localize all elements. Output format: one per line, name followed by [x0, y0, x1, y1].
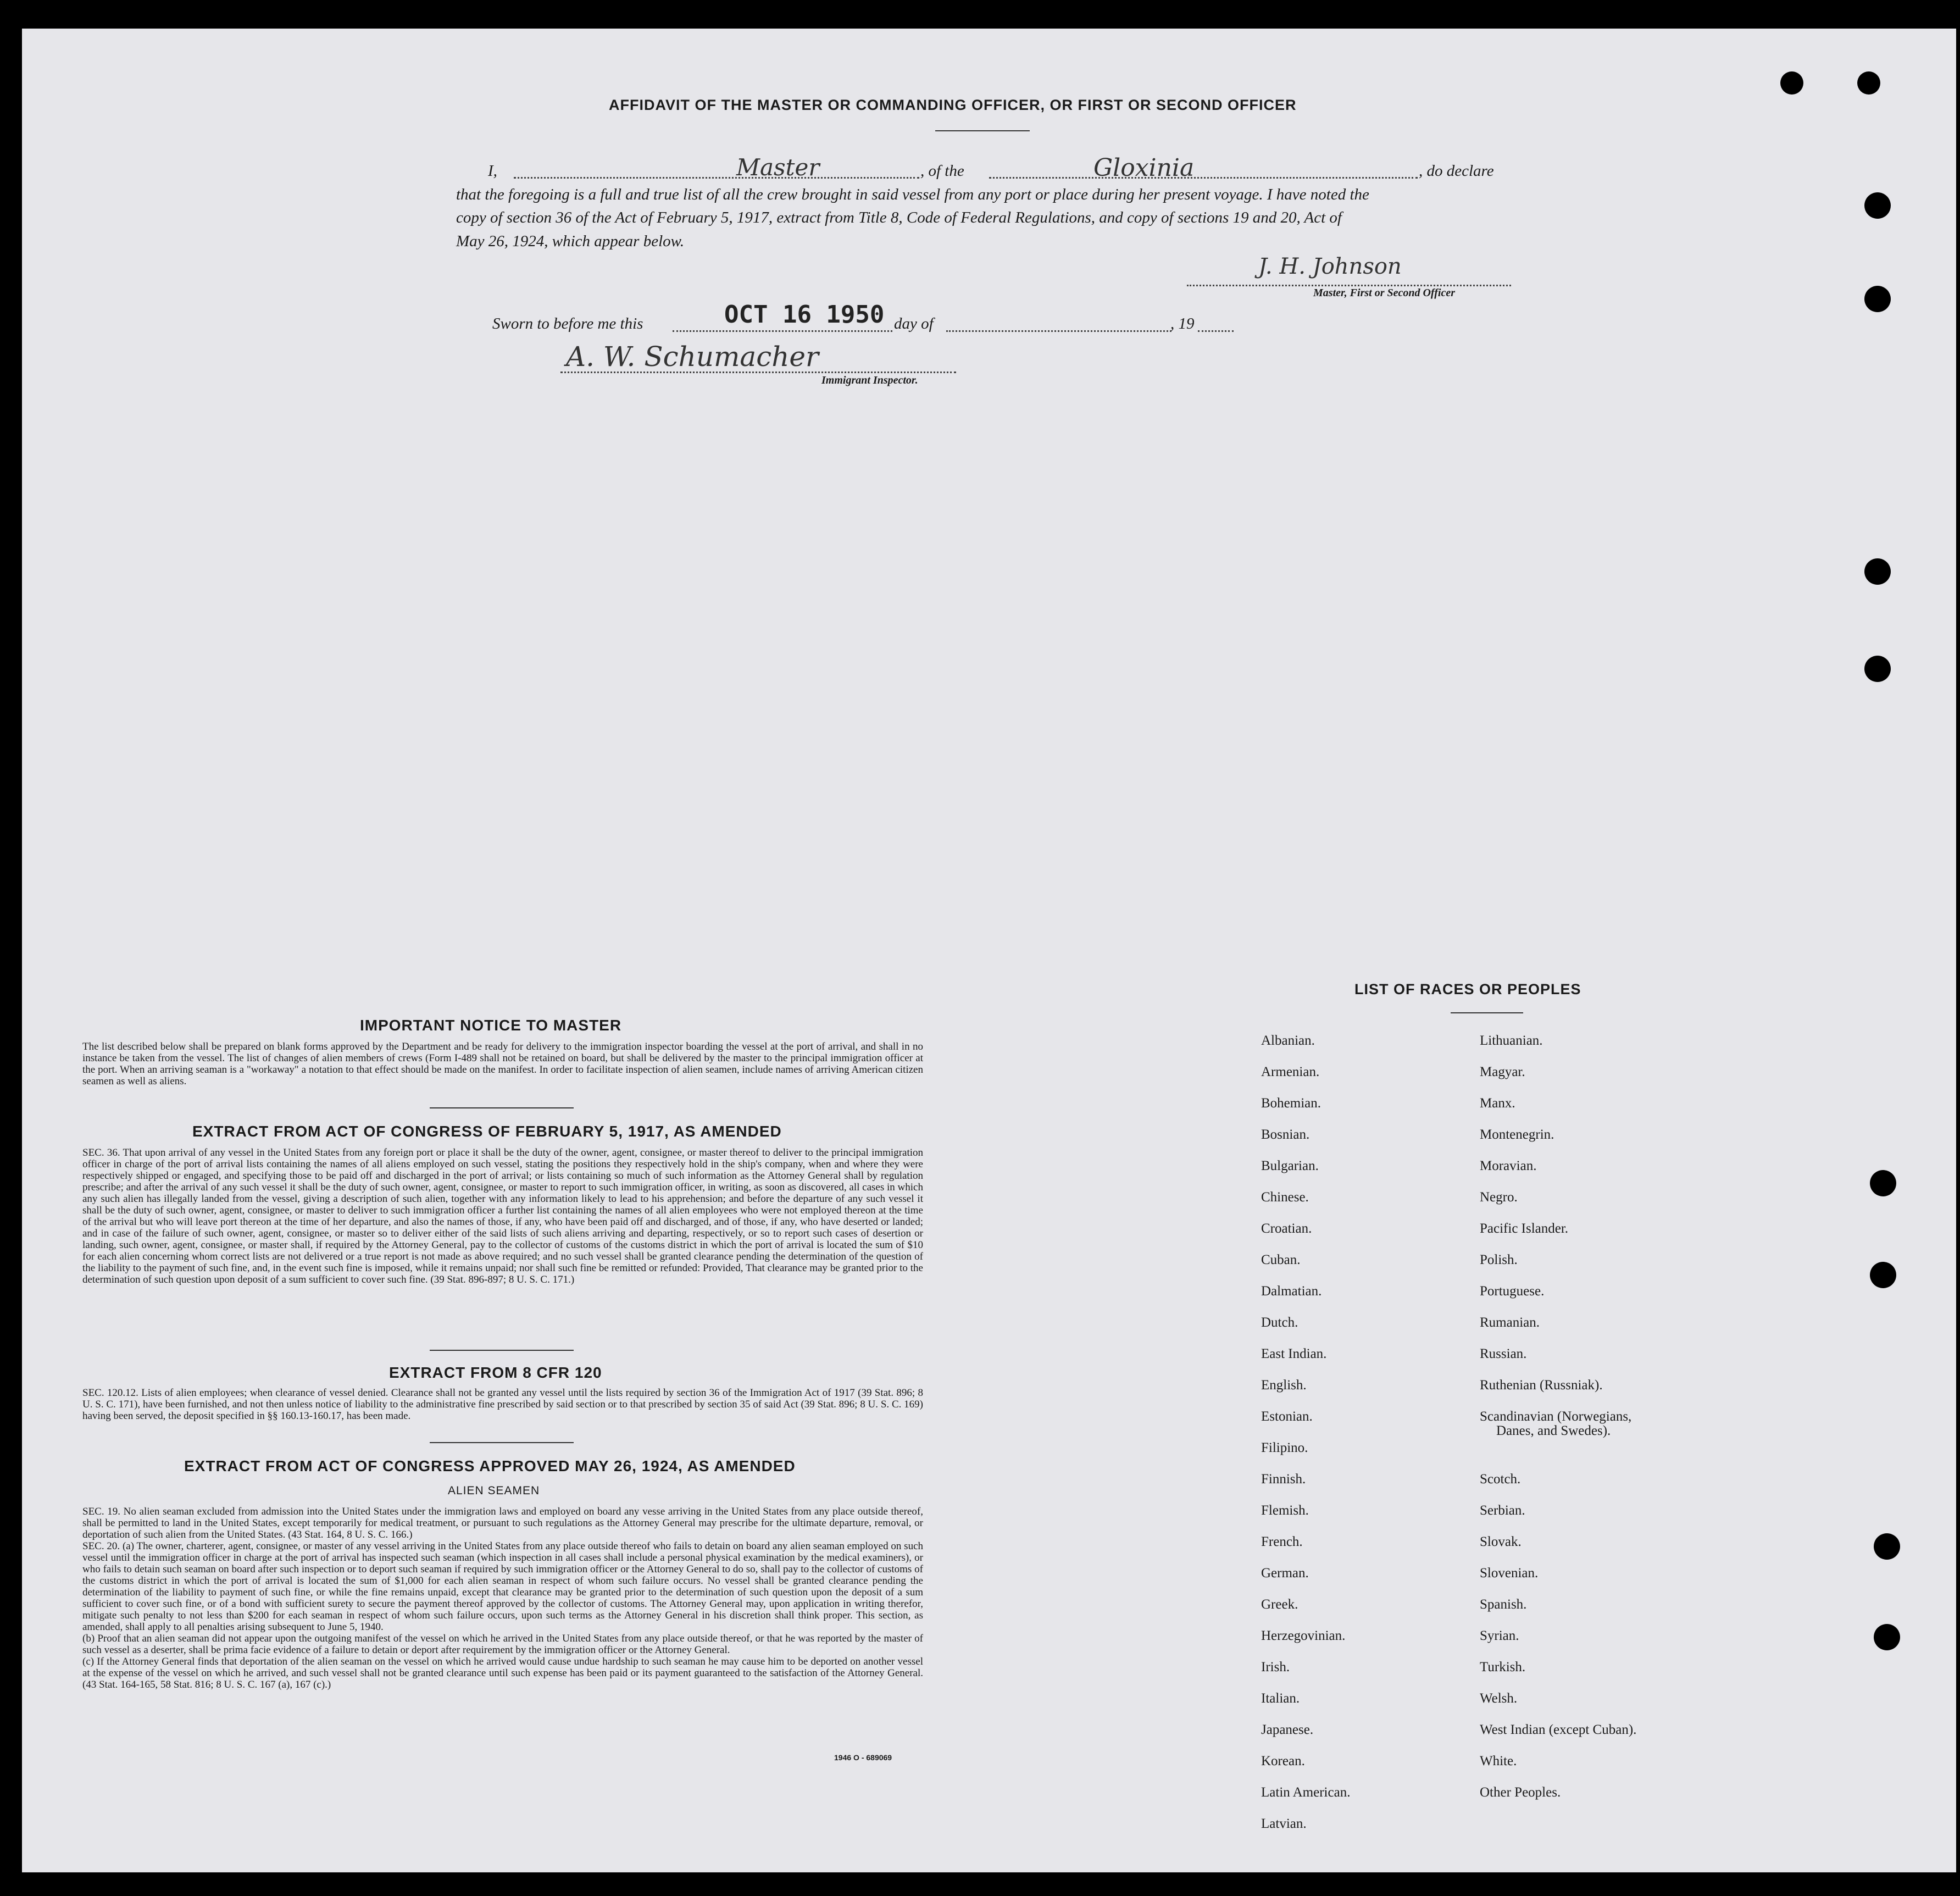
race-item: Bulgarian.: [1261, 1158, 1319, 1173]
notice-body: The list described below shall be prepared on blank forms approved by the Department and be ready for delivery to the immigration inspector boarding the vessel at the port of arrival, and shall in no instance be taken from the vessel. The list of changes of alien members of crews (Form I-489 shall not be retained on board, but shall be delivered by the master to the principal immigration officer at the port. When an arriving seaman is a "workaway" a notation to that effect should be made on the manifest. In order to facilitate inspection of alien seamen, include names of arriving American citizen seamen as well as aliens.: [82, 1041, 923, 1087]
punch-hole: [1864, 192, 1891, 219]
print-code: 1946 O - 689069: [834, 1753, 892, 1762]
of-the-label: , of the: [920, 162, 964, 180]
affidavit-line-3: copy of section 36 of the Act of February 5, 1917, extract from Title 8, Code of Federal Regulations, and copy of sections 19 and 20, Act of: [456, 209, 1342, 226]
punch-hole: [1874, 1624, 1900, 1650]
race-item: Slovenian.: [1480, 1566, 1539, 1581]
race-item: Negro.: [1480, 1190, 1518, 1205]
divider: [430, 1442, 574, 1443]
race-item: Flemish.: [1261, 1503, 1309, 1518]
divider: [1451, 1012, 1523, 1013]
punch-hole: [1870, 1262, 1896, 1288]
race-item: Spanish.: [1480, 1597, 1527, 1612]
affidavit-line-2: that the foregoing is a full and true list of all the crew brought in said vessel from any port or place during her present voyage. I have noted the: [456, 186, 1369, 203]
signature-line: [1187, 285, 1511, 286]
month-line: [946, 330, 1171, 332]
punch-hole: [1780, 71, 1803, 95]
extract-cfr-body: SEC. 120.12. Lists of alien employees; when clearance of vessel denied. Clearance shall not be granted any vessel until the lists required by section 36 of the Immigration Act of 1917 (39 Stat. 896; 8 U. S. C. 171), have been furnished, and not then unless notice of liability to the administrative fine prescribed by said section or to that prescribed by section 35 of said Act (39 Stat. 896; 8 U. S. C. 169) having been served, the deposit specified in §§ 160.13-160.17, has been made.: [82, 1387, 923, 1422]
race-item: Dutch.: [1261, 1315, 1298, 1330]
race-item: Bohemian.: [1261, 1096, 1322, 1111]
race-item: West Indian (except Cuban).: [1480, 1722, 1637, 1737]
divider: [935, 130, 1030, 131]
race-item: Estonian.: [1261, 1409, 1313, 1424]
race-item: Dalmatian.: [1261, 1284, 1322, 1299]
race-item: Montenegrin.: [1480, 1127, 1554, 1142]
race-item: Greek.: [1261, 1597, 1298, 1612]
race-item: Scotch.: [1480, 1472, 1521, 1487]
race-item: Latin American.: [1261, 1785, 1351, 1800]
race-item: Danes, and Swedes).: [1496, 1423, 1611, 1438]
date-stamp: OCT 16 1950: [724, 301, 885, 329]
race-item: Albanian.: [1261, 1033, 1315, 1048]
divider: [430, 1107, 574, 1108]
vessel-value[interactable]: Gloxinia: [1093, 154, 1195, 182]
extract-1917-title: EXTRACT FROM ACT OF CONGRESS OF FEBRUARY 5, 1917, AS AMENDED: [192, 1123, 782, 1140]
master-caption: Master, First or Second Officer: [1313, 287, 1455, 299]
year-prefix: , 19: [1170, 315, 1195, 332]
extract-cfr-title: EXTRACT FROM 8 CFR 120: [389, 1364, 602, 1381]
race-item: Russian.: [1480, 1346, 1527, 1361]
day-of-label: day of: [894, 315, 934, 332]
sec-20b: (b) Proof that an alien seaman did not appear upon the outgoing manifest of the vessel on which he arrived in the United States from any place outside thereof, or that he was reported by the master of such vessel as a deserter, shall be prima facie evidence of a failure to detain or deport after requirement by the immigration officer or the Attorney General.: [82, 1633, 923, 1656]
race-item: Korean.: [1261, 1754, 1305, 1769]
race-item: Other Peoples.: [1480, 1785, 1561, 1800]
race-item: White.: [1480, 1754, 1517, 1769]
race-item: Croatian.: [1261, 1221, 1312, 1236]
extract-1924-body: [82, 1506, 923, 1690]
race-item: Rumanian.: [1480, 1315, 1540, 1330]
sworn-date-line: [673, 330, 892, 332]
race-item: German.: [1261, 1566, 1309, 1581]
race-item: Filipino.: [1261, 1440, 1308, 1455]
punch-hole: [1870, 1170, 1896, 1196]
race-item: Italian.: [1261, 1691, 1300, 1706]
race-item: Pacific Islander.: [1480, 1221, 1569, 1236]
race-item: English.: [1261, 1378, 1307, 1393]
race-item: Scandinavian (Norwegians,: [1480, 1409, 1632, 1424]
race-item: Welsh.: [1480, 1691, 1518, 1706]
punch-hole: [1857, 71, 1880, 95]
race-item: Japanese.: [1261, 1722, 1314, 1737]
race-item: Syrian.: [1480, 1628, 1519, 1643]
race-item: East Indian.: [1261, 1346, 1327, 1361]
affidavit-title: AFFIDAVIT OF THE MASTER OR COMMANDING OFFICER, OR FIRST OR SECOND OFFICER: [609, 97, 1297, 113]
punch-hole: [1864, 558, 1891, 585]
race-item: Turkish.: [1480, 1660, 1526, 1675]
race-item: Polish.: [1480, 1252, 1518, 1267]
punch-hole: [1864, 286, 1891, 312]
punch-hole: [1864, 656, 1891, 682]
race-item: Finnish.: [1261, 1472, 1306, 1487]
race-item: Serbian.: [1480, 1503, 1525, 1518]
race-item: Slovak.: [1480, 1534, 1522, 1549]
sworn-label: Sworn to before me this: [492, 315, 643, 332]
race-item: Portuguese.: [1480, 1284, 1545, 1299]
race-item: Manx.: [1480, 1096, 1515, 1111]
races-title: LIST OF RACES OR PEOPLES: [1354, 981, 1581, 997]
vessel-field-line: [989, 177, 1418, 179]
race-item: Ruthenian (Russniak).: [1480, 1378, 1603, 1393]
race-item: Latvian.: [1261, 1816, 1307, 1831]
punch-hole: [1874, 1533, 1900, 1560]
race-item: Cuban.: [1261, 1252, 1301, 1267]
inspector-caption: Immigrant Inspector.: [821, 374, 918, 386]
master-value[interactable]: Master: [736, 154, 820, 181]
extract-1924-title: EXTRACT FROM ACT OF CONGRESS APPROVED MAY 26, 1924, AS AMENDED: [184, 1457, 796, 1474]
sec-20a: SEC. 20. (a) The owner, charterer, agent, consignee, or master of any vessel arriving in the United States from any place outside thereof who fails to detain on board any alien seaman employed on such vessel until the immigration officer in charge at the port of arrival has inspected such seaman (which inspection in all cases shall include a personal physical examination by the medical examiners), or who fails to detain such seaman on board after such inspection or to deport such seaman if required by such immigration officer or the Attorney General to do so, shall pay to the collector of customs of the customs district in which the port of arrival is located the sum of $1,000 for each alien seaman in respect of whom such failure occurs. No vessel shall be granted clearance pending the determination of the liability to payment of such fine, or while the fine remains unpaid, except that clearance may be granted prior to the determination of such question upon the deposit of a sum sufficient to cover such fine, or of a bond with sufficient surety to secure the payment thereof approved by the collector of customs. The Attorney General may, upon application in writing therefor, mitigate such penalty to not less than $200 for each seaman in respect of whom such failure occurs, upon such terms as the Attorney General in his discretion shall think proper. This section, as amended, shall apply to all penalties arising subsequent to June 5, 1940.: [82, 1540, 923, 1633]
do-declare-label: , do declare: [1419, 162, 1494, 180]
race-item: Irish.: [1261, 1660, 1290, 1675]
year-line: [1198, 330, 1234, 332]
master-field-line: [514, 177, 919, 179]
race-item: Magyar.: [1480, 1065, 1525, 1079]
affidavit-line-4: May 26, 1924, which appear below.: [456, 232, 685, 250]
inspector-signature: A. W. Schumacher: [566, 341, 819, 373]
notice-title: IMPORTANT NOTICE TO MASTER: [360, 1017, 622, 1034]
extract-1917-body: SEC. 36. That upon arrival of any vessel in the United States from any foreign port or place it shall be the duty of the owner, agent, consignee, or master thereof to deliver to the principal immigration officer in charge of the port of arrival lists containing the names of all aliens employed on such vessel, stating the positions they respectively hold in the ship's company, when and where they were respectively shipped or engaged, and specifying those to be paid off and discharged in the port of arrival; or lists containing so much of such information as the Attorney General shall by regulation prescribe; and after the arrival of any such vessel it shall be the duty of such owner, agent, consignee, or master to report to such immigration officer, in writing, as soon as discovered, all cases in which any such alien has illegally landed from the vessel, giving a description of such alien, together with any information likely to lead to his apprehension; and before the departure of any such vessel it shall be the duty of such owner, agent, consignee, or master to deliver to such immigration officer a further list containing the names of all alien employees who were not employed thereon at the time of the arrival but who will leave port thereon at the time of her departure, and also the names of those, if any, who have been paid off and discharged, and of those, if any, who have deserted or landed; and in case of the failure of such owner, agent, consignee, or master so to deliver either of the said lists of such aliens arriving and departing, respectively, or so to report such cases of desertion or landing, such owner, agent, consignee, or master shall, if required by the Attorney General, pay to the collector of customs of the customs district in which the port of arrival is located the sum of $10 for each alien concerning whom correct lists are not delivered or a true report is not made as above required; and no such vessel shall be granted clearance pending the determination of the question of the liability to the payment of such fine, and, in the event such fine is imposed, while it remains unpaid; nor shall such fine be remitted or refunded: Provided, That clearance may be granted prior to the determination of such question upon deposit of a sum sufficient to cover such fine. (39 Stat. 896-897; 8 U. S. C. 171.): [82, 1147, 923, 1285]
race-item: Herzegovinian.: [1261, 1628, 1346, 1643]
alien-seamen-subtitle: ALIEN SEAMEN: [448, 1484, 540, 1497]
race-item: French.: [1261, 1534, 1303, 1549]
race-item: Moravian.: [1480, 1158, 1537, 1173]
sec-20c: (c) If the Attorney General finds that deportation of the alien seaman on the vessel on which he arrived would cause undue hardship to such seaman he may cause him to be deported on another vessel at the expense of the vessel on which he arrived, and such vessel shall not be granted clearance until such expense has been paid or its payment guaranteed to the satisfaction of the Attorney General. (43 Stat. 164-165, 58 Stat. 816; 8 U. S. C. 167 (a), 167 (c).): [82, 1656, 923, 1690]
race-item: Lithuanian.: [1480, 1033, 1543, 1048]
race-item: Bosnian.: [1261, 1127, 1310, 1142]
divider: [430, 1350, 574, 1351]
i-label: I,: [488, 162, 497, 180]
master-signature: J. H. Johnson: [1258, 254, 1402, 279]
race-item: Armenian.: [1261, 1065, 1320, 1079]
race-item: Chinese.: [1261, 1190, 1309, 1205]
sec-19: SEC. 19. No alien seaman excluded from admission into the United States under the immigration laws and employed on board any vesse arriving in the United States from any place outside thereof, shall be permitted to land in the United States, except temporarily for medical treatment, or pursuant to such regulations as the Attorney General may prescribe for the ultimate departure, removal, or deportation of such alien from the United States. (43 Stat. 164, 8 U. S. C. 166.): [82, 1506, 923, 1540]
